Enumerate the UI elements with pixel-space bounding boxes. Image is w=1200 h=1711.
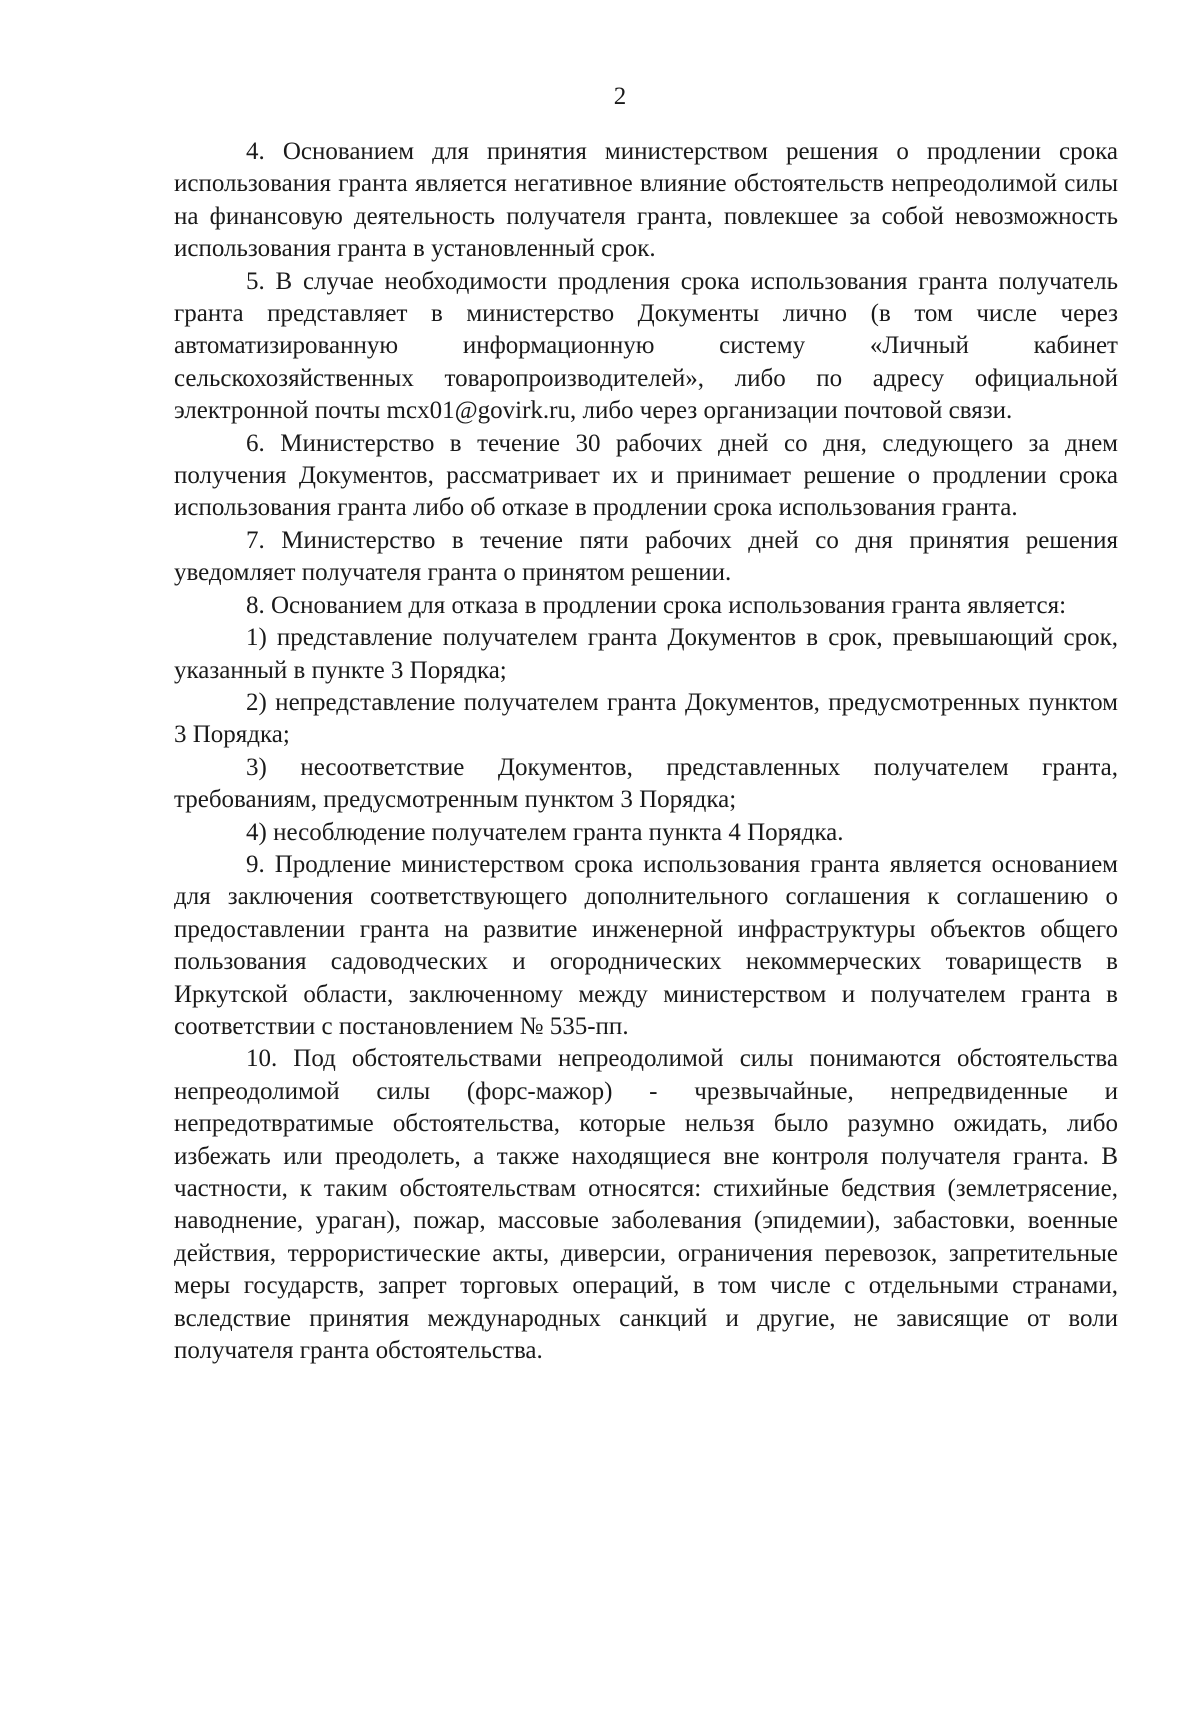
paragraph-10: 10. Под обстоятельствами непреодолимой силы понимаются обстоятельства непреодолимой силы (форс-мажор) - чрезвычайные, непредвиденные и непредотвратимые обстоятельства, которые нельзя было разумно ожидать, либо избежать или преодолеть, а также находящиеся вне контроля получателя гранта. В частности, к таким обстоятельствам относятся: стихийные бедствия (землетрясение, наводнение, ураган), пожар, массовые заболевания (эпидемии), забастовки, военные действия, террористические акты, диверсии, ограничения перевозок, запретительные меры государств, запрет торговых операций, в том числе с отдельными странами, вследствие принятия международных санкций и другие, не зависящие от воли получателя гранта обстоятельства. <box>174 1045 1118 1365</box>
paragraph-7: 7. Министерство в течение пяти рабочих дней со дня принятия решения уведомляет получателя гранта о принятом решении. <box>174 526 1118 587</box>
paragraph-4: 4. Основанием для принятия министерством решения о продлении срока использования гранта является негативное влияние обстоятельств непреодолимой силы на финансовую деятельность получателя гранта, повлекшее за собой невозможность использования гранта в установленный срок. <box>174 138 1118 263</box>
paragraph-8-item-2: 2) непредставление получателем гранта Документов, предусмотренных пунктом 3 Порядка; <box>174 688 1118 749</box>
page-number: 2 <box>613 83 627 110</box>
paragraph-6: 6. Министерство в течение 30 рабочих дней со дня, следующего за днем получения Документов, рассматривает их и принимает решение о продлении срока использования гранта либо об отказе в продлении срока использования гранта. <box>174 429 1118 522</box>
paragraph-8-item-3: 3) несоответствие Документов, представленных получателем гранта, требованиям, предусмотренным пунктом 3 Порядка; <box>174 753 1118 814</box>
paragraph-8-item-4: 4) несоблюдение получателем гранта пункта 4 Порядка. <box>246 818 844 846</box>
paragraph-8-item-1: 1) представление получателем гранта Документов в срок, превышающий срок, указанный в пункте 3 Порядка; <box>174 624 1118 684</box>
paragraph-8: 8. Основанием для отказа в продлении срока использования гранта является: <box>246 591 1067 619</box>
paragraph-5: 5. В случае необходимости продления срока использования гранта получатель гранта представляет в министерство Документы лично (в том числе через автоматизированную информационную систему «Личный кабинет сельскохозяйственных товаропроизводителей», либо по адресу официальной электронной почты mcx01@govirk.ru, либо через организации почтовой связи. <box>174 267 1118 425</box>
document-body <box>174 136 1118 1367</box>
paragraph-9: 9. Продление министерством срока использования гранта является основанием для заключения соответствующего дополнительного соглашения к соглашению о предоставлении гранта на развитие инженерной инфраструктуры объектов общего пользования садоводческих и огороднических некоммерческих товариществ в Иркутской области, заключенному между министерством и получателем гранта в соответствии с постановлением № 535-пп. <box>174 850 1118 1040</box>
